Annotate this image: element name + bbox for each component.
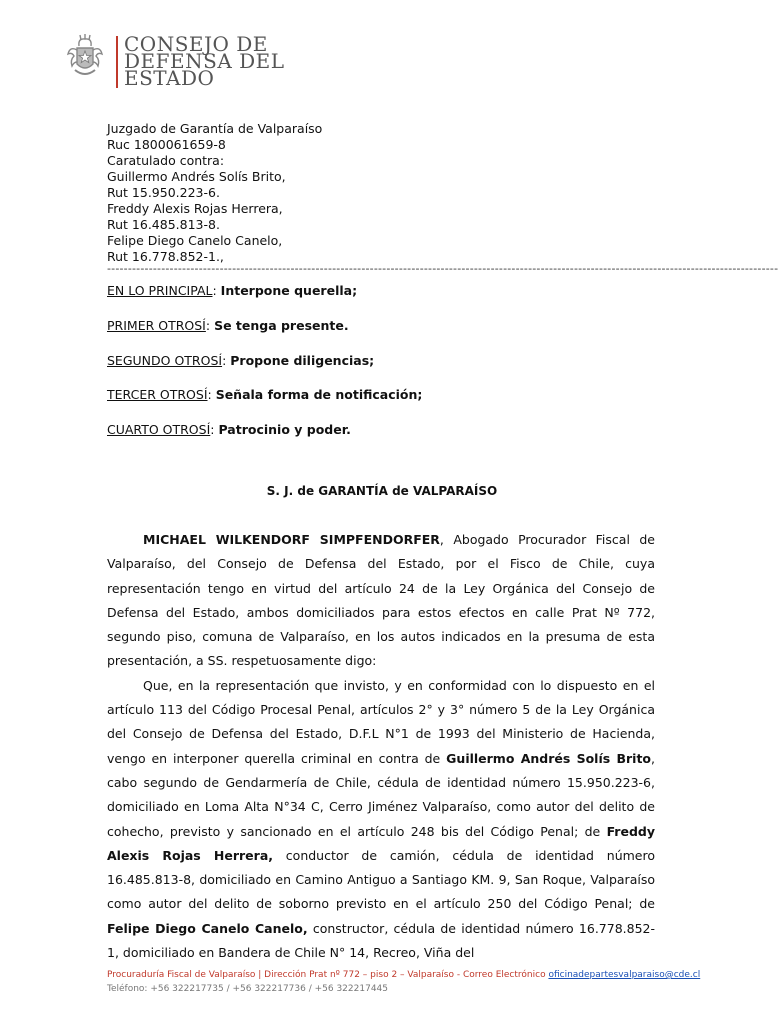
footer-address: Procuraduría Fiscal de Valparaíso | Dirección Prat nº 772 – piso 2 – Valparaíso - Correo Electrónico: [107, 970, 549, 980]
header-line: Felipe Diego Canelo Canelo,: [107, 233, 283, 248]
case-header: [107, 121, 322, 265]
header-line: Guillermo Andrés Solís Brito,: [107, 169, 286, 184]
logo-line-3: ESTADO: [124, 66, 215, 90]
footer-email-link[interactable]: oficinadepartesvalparaiso@cde.cl: [548, 970, 701, 980]
sumilla-text: Señala forma de notificación;: [215, 387, 423, 402]
court-title: S. J. de GARANTÍA de VALPARAÍSO: [266, 484, 498, 498]
defendant-name: Felipe Diego Canelo Canelo,: [107, 920, 308, 936]
header-line: Ruc 1800061659-8: [107, 137, 226, 152]
sumilla-label: TERCER OTROSÍ: [107, 387, 208, 402]
sumilla-text: Interpone querella;: [220, 283, 358, 298]
header-line: Rut 15.950.223-6.: [107, 185, 220, 200]
paragraph-text: conductor de camión, cédula de identidad número 16.485.813-8, domiciliado en Camino Antiguo a Santiago KM. 9, San Roque, Valparaíso como autor del delito de soborno previsto en el artículo 250 del Código Penal; de: [107, 847, 655, 912]
header-line: Juzgado de Garantía de Valparaíso: [107, 121, 323, 136]
sumilla-label: PRIMER OTROSÍ: [107, 318, 206, 333]
logo-wordmark: [124, 32, 285, 90]
logo-line-1: CONSEJO DE: [124, 32, 268, 56]
logo-divider: [116, 36, 118, 88]
sumilla-item: TERCER OTROSÍ: Señala forma de notificación;: [107, 387, 423, 402]
sumilla-text: Patrocinio y poder.: [218, 422, 351, 437]
paragraph-text: , Abogado Procurador Fiscal de Valparaíso, del Consejo de Defensa del Estado, por el Fisco de Chile, cuya representación tengo en virtud del artículo 24 de la Ley Orgánica del Consejo de Defensa del Estado, ambos domiciliados para estos efectos en calle Prat Nº 772, segundo piso, comuna de Valparaíso, en los autos indicados en la presuma de esta presentación, a SS. respetuosamente digo:: [107, 532, 655, 669]
sumilla-label: SEGUNDO OTROSÍ: [107, 353, 223, 368]
chile-coat-of-arms-icon: [64, 34, 106, 80]
petitioner-name: MICHAEL WILKENDORF SIMPFENDORFER: [143, 532, 440, 547]
paragraph: [107, 528, 655, 674]
sumilla-text: Se tenga presente.: [214, 318, 349, 333]
sumilla-item: PRIMER OTROSÍ: Se tenga presente.: [107, 318, 349, 333]
paragraph-text: constructor, cédula de identidad número 16.778.852-1, domiciliado en Bandera de Chile N° 14, Recreo, Viña del: [107, 920, 656, 961]
defendant-name: Guillermo Andrés Solís Brito: [446, 750, 652, 766]
sumilla-item: CUARTO OTROSÍ: Patrocinio y poder.: [107, 422, 351, 437]
paragraph: [107, 674, 655, 966]
paragraph-text: Que, en la representación que invisto, y en conformidad con lo dispuesto en el artículo 113 del Código Procesal Penal, artículos 2° y 3° número 5 de la Ley Orgánica del Consejo de Defensa del Estado, D.F.L N°1 de 1993 del Ministerio de Hacienda, vengo en interponer querella criminal en contra de: [107, 677, 655, 766]
sumilla-label: CUARTO OTROSÍ: [107, 422, 211, 437]
sumilla-label: EN LO PRINCIPAL: [107, 283, 213, 298]
document-body: [107, 528, 655, 965]
sumilla-item: EN LO PRINCIPAL: Interpone querella;: [107, 283, 358, 298]
separator-line: -----------------------------------------------------------------------------------------------------------------------------------------------------------------: [107, 262, 778, 275]
paragraph-text: , cabo segundo de Gendarmería de Chile, cédula de identidad número 15.950.223-6, domiciliado en Loma Alta N°34 C, Cerro Jiménez Valparaíso, como autor del delito de cohecho, previsto y sancionado en el artículo 248 bis del Código Penal; de: [107, 750, 655, 839]
header-line: Rut 16.778.852-1.,: [107, 249, 224, 264]
sumilla-item: SEGUNDO OTROSÍ: Propone diligencias;: [107, 353, 375, 368]
cde-logo: [62, 32, 322, 92]
page-footer: [107, 968, 700, 996]
header-line: Rut 16.485.813-8.: [107, 217, 220, 232]
header-line: Caratulado contra:: [107, 153, 225, 168]
footer-phones: Teléfono: +56 322217735 / +56 322217736 / +56 322217445: [107, 984, 388, 994]
sumilla-text: Propone diligencias;: [230, 353, 375, 368]
header-line: Freddy Alexis Rojas Herrera,: [107, 201, 283, 216]
logo-line-2: DEFENSA DEL: [124, 49, 285, 73]
defendant-name: Freddy Alexis Rojas Herrera,: [107, 823, 655, 863]
